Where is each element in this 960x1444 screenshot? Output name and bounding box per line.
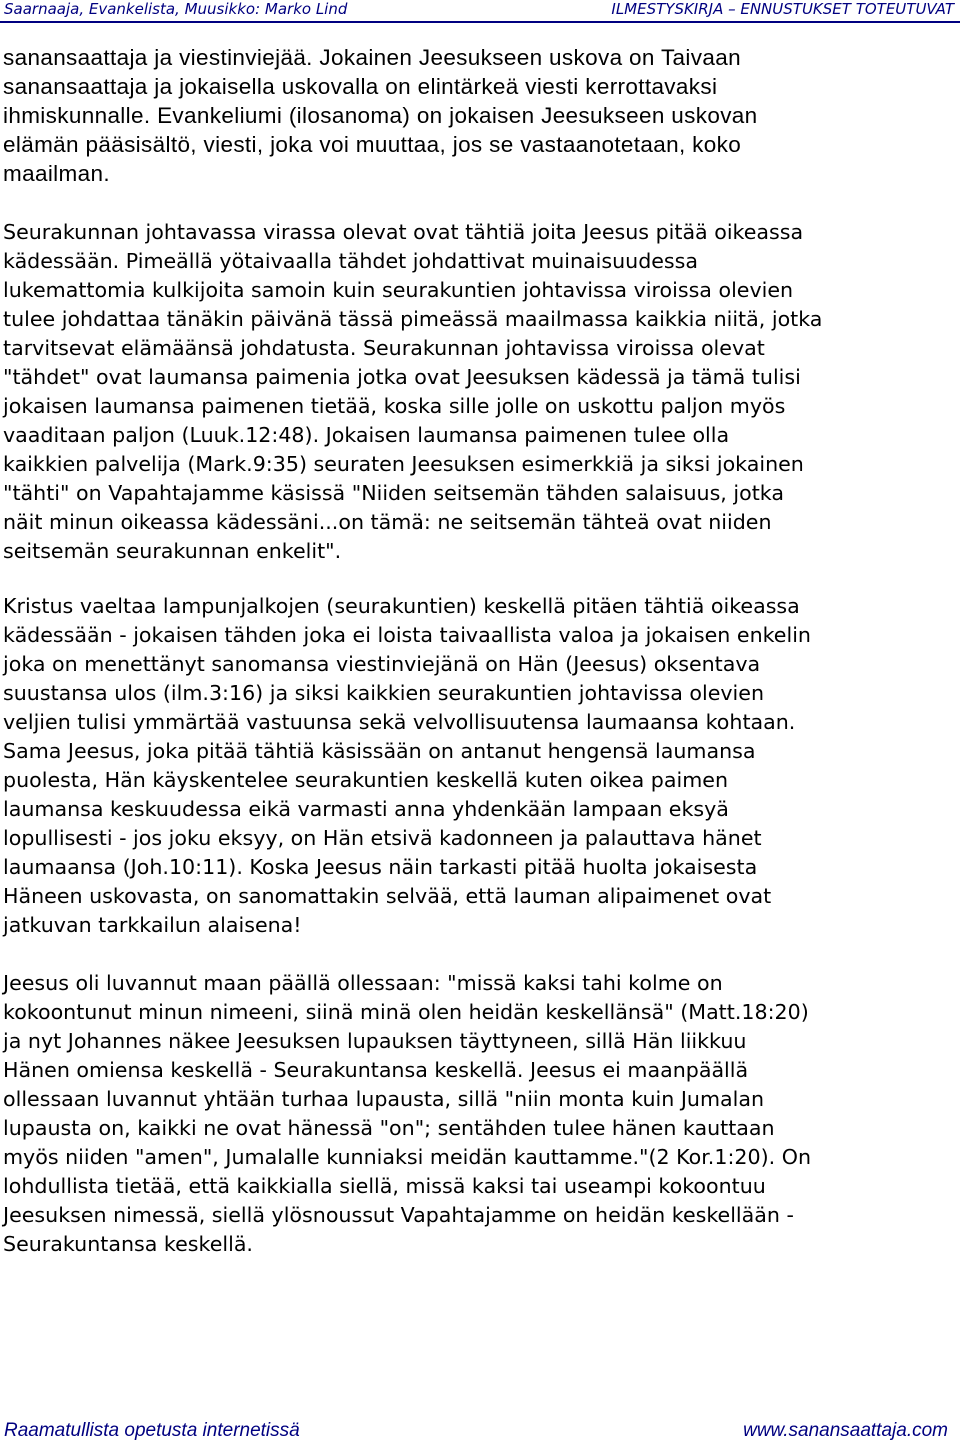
text-line: jatkuvan tarkkailun alaisena!	[3, 913, 302, 937]
footer-website-link[interactable]: www.sanansaattaja.com	[743, 1420, 948, 1441]
text-line: kaikkien palvelija (Mark.9:35) seuraten Jeesuksen esimerkkiä ja siksi jokainen	[3, 452, 804, 476]
text-line: sanansaattaja ja viestinviejää. Jokainen Jeesukseen uskova on Taivaan	[3, 45, 741, 70]
text-line: kokoontunut minun nimeeni, siinä minä olen heidän keskellänsä" (Matt.18:20)	[3, 1000, 809, 1024]
text-line: seitsemän seurakunnan enkelit".	[3, 539, 342, 563]
text-line: tulee johdattaa tänäkin päivänä tässä pimeässä maailmassa kaikkia niitä, jotka	[3, 307, 823, 331]
text-line: "tähti" on Vapahtajamme käsissä "Niiden seitsemän tähden salaisuus, jotka	[3, 481, 784, 505]
text-line: ollessaan luvannut yhtään turhaa lupausta, sillä "niin monta kuin Jumalan	[3, 1087, 765, 1111]
text-line: myös niiden "amen", Jumalalle kunniaksi meidän kauttamme."(2 Kor.1:20). On	[3, 1145, 811, 1169]
text-line: elämän pääsisältö, viesti, joka voi muuttaa, jos se vastaanotetaan, koko	[3, 132, 742, 157]
text-line: ihmiskunnalle. Evankeliumi (ilosanoma) on jokaisen Jeesukseen uskovan	[3, 103, 758, 128]
header-divider	[0, 21, 960, 23]
text-line: laumansa keskuudessa eikä varmasti anna yhdenkään lampaan eksyä	[3, 797, 729, 821]
text-line: jokaisen laumansa paimenen tietää, koska sille jolle on uskottu paljon myös	[3, 394, 786, 418]
text-line: kädessään. Pimeällä yötaivaalla tähdet johdattivat muinaisuudessa	[3, 249, 699, 273]
text-line: puolesta, Hän käyskentelee seurakuntien keskellä kuten oikea paimen	[3, 768, 728, 792]
paragraph-jesus-promise	[3, 969, 958, 1259]
text-line: kädessään - jokaisen tähden joka ei loista taivaallista valoa ja jokaisen enkelin	[3, 623, 811, 647]
text-line: Jeesus oli luvannut maan päällä ollessaan: "missä kaksi tahi kolme on	[3, 971, 723, 995]
text-line: lupausta on, kaikki ne ovat hänessä "on"; sentähden tulee hänen kauttaan	[3, 1116, 775, 1140]
header-title: ILMESTYSKIRJA – ENNUSTUKSET TOTEUTUVAT	[611, 0, 954, 18]
header-author: Saarnaaja, Evankelista, Muusikko: Marko Lind	[4, 0, 348, 18]
text-line: Sama Jeesus, joka pitää tähtiä käsissään on antanut hengensä laumansa	[3, 739, 756, 763]
text-line: tarvitsevat elämäänsä johdatusta. Seurakunnan johtavissa viroissa olevat	[3, 336, 765, 360]
text-line: Jeesuksen nimessä, siellä ylösnoussut Vapahtajamme on heidän keskellään -	[3, 1203, 794, 1227]
text-line: maailman.	[3, 161, 110, 186]
text-line: näit minun oikeassa kädessäni...on tämä: ne seitsemän tähteä ovat niiden	[3, 510, 772, 534]
text-line: joka on menettänyt sanomansa viestinviejänä on Hän (Jeesus) oksentava	[3, 652, 761, 676]
text-line: ja nyt Johannes näkee Jeesuksen lupauksen täyttyneen, sillä Hän liikkuu	[3, 1029, 747, 1053]
text-line: lohdullista tietää, että kaikkialla siellä, missä kaksi tai useampi kokoontuu	[3, 1174, 766, 1198]
page-header	[0, 0, 960, 22]
text-line: Seurakuntansa keskellä.	[3, 1232, 253, 1256]
text-line: vaaditaan paljon (Luuk.12:48). Jokaisen laumansa paimenen tulee olla	[3, 423, 730, 447]
text-line: lopullisesti - jos joku eksyy, on Hän etsivä kadonneen ja palauttava hänet	[3, 826, 762, 850]
page-footer	[0, 1420, 960, 1444]
text-line: veljien tulisi ymmärtää vastuunsa sekä velvollisuutensa laumaansa kohtaan.	[3, 710, 796, 734]
text-line: Kristus vaeltaa lampunjalkojen (seurakuntien) keskellä pitäen tähtiä oikeassa	[3, 594, 800, 618]
text-line: "tähdet" ovat laumansa paimenia jotka ovat Jeesuksen kädessä ja tämä tulisi	[3, 365, 801, 389]
text-line: suustansa ulos (ilm.3:16) ja siksi kaikkien seurakuntien johtavissa olevien	[3, 681, 764, 705]
text-line: Häneen uskovasta, on sanomattakin selvää, että lauman alipaimenet ovat	[3, 884, 772, 908]
text-line: laumaansa (Joh.10:11). Koska Jeesus näin tarkasti pitää huolta jokaisesta	[3, 855, 758, 879]
text-line: lukemattomia kulkijoita samoin kuin seurakuntien johtavissa viroissa olevien	[3, 278, 794, 302]
footer-tagline: Raamatullista opetusta internetissä	[4, 1420, 300, 1441]
paragraph-christ-among-lampstands	[3, 592, 958, 940]
text-line: sanansaattaja ja jokaisella uskovalla on elintärkeä viesti kerrottavaksi	[3, 74, 718, 99]
paragraph-star-leaders	[3, 218, 958, 566]
text-line: Hänen omiensa keskellä - Seurakuntansa keskellä. Jeesus ei maanpäällä	[3, 1058, 749, 1082]
text-line: Seurakunnan johtavassa virassa olevat ovat tähtiä joita Jeesus pitää oikeassa	[3, 220, 804, 244]
intro-paragraph	[3, 43, 953, 188]
